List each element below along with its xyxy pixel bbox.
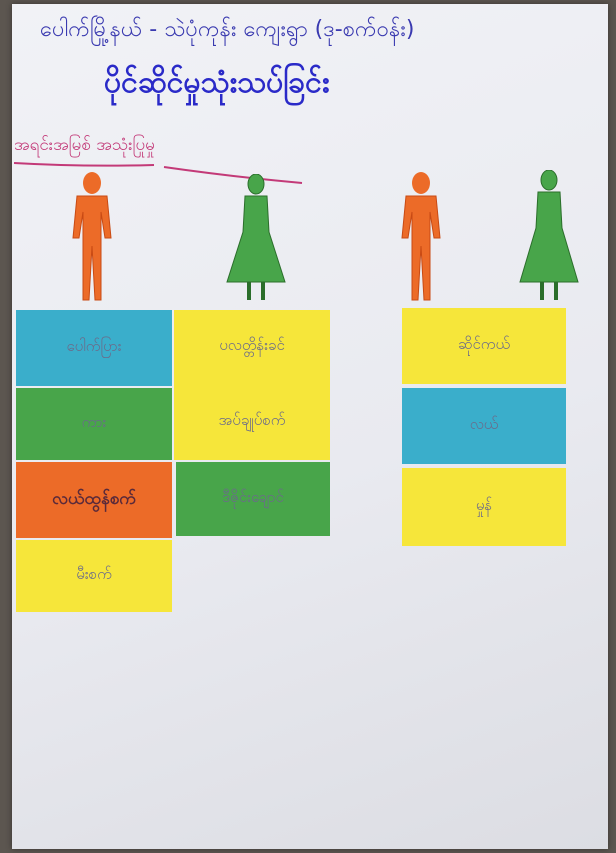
card-male-1: ပေါက်ပြား xyxy=(16,310,172,386)
card-right-1: ဆိုင်ကယ် xyxy=(402,308,566,384)
male-figure-icon xyxy=(396,172,446,304)
female-figure-icon xyxy=(518,170,580,302)
card-female-1: ပလတ္တိန်းခင် xyxy=(174,310,330,384)
card-male-4: မီးစက် xyxy=(16,540,172,612)
card-female-2: အပ်ချုပ်စက် xyxy=(174,384,330,460)
card-male-3: လယ်ထွန်စက် xyxy=(16,462,172,538)
card-right-2: လယ် xyxy=(402,388,566,464)
poster-title: ပေါက်မြို့နယ် - သဲပုံကုန်း ကျေးရွာ (ဒု-စက်ဝန်း) xyxy=(40,17,415,42)
card-female-3: ဒီဇိုင်းချောင် xyxy=(176,462,330,536)
section-label: အရင်းအမြစ် အသုံးပြုမှု xyxy=(14,135,155,155)
card-male-2: ကား xyxy=(16,388,172,460)
poster-subtitle: ပိုင်ဆိုင်မှုသုံးသပ်ခြင်း xyxy=(104,65,330,100)
poster-paper xyxy=(12,4,608,849)
card-right-3: မှုန် xyxy=(402,468,566,546)
male-figure-icon xyxy=(67,172,117,304)
female-figure-icon xyxy=(225,174,287,302)
